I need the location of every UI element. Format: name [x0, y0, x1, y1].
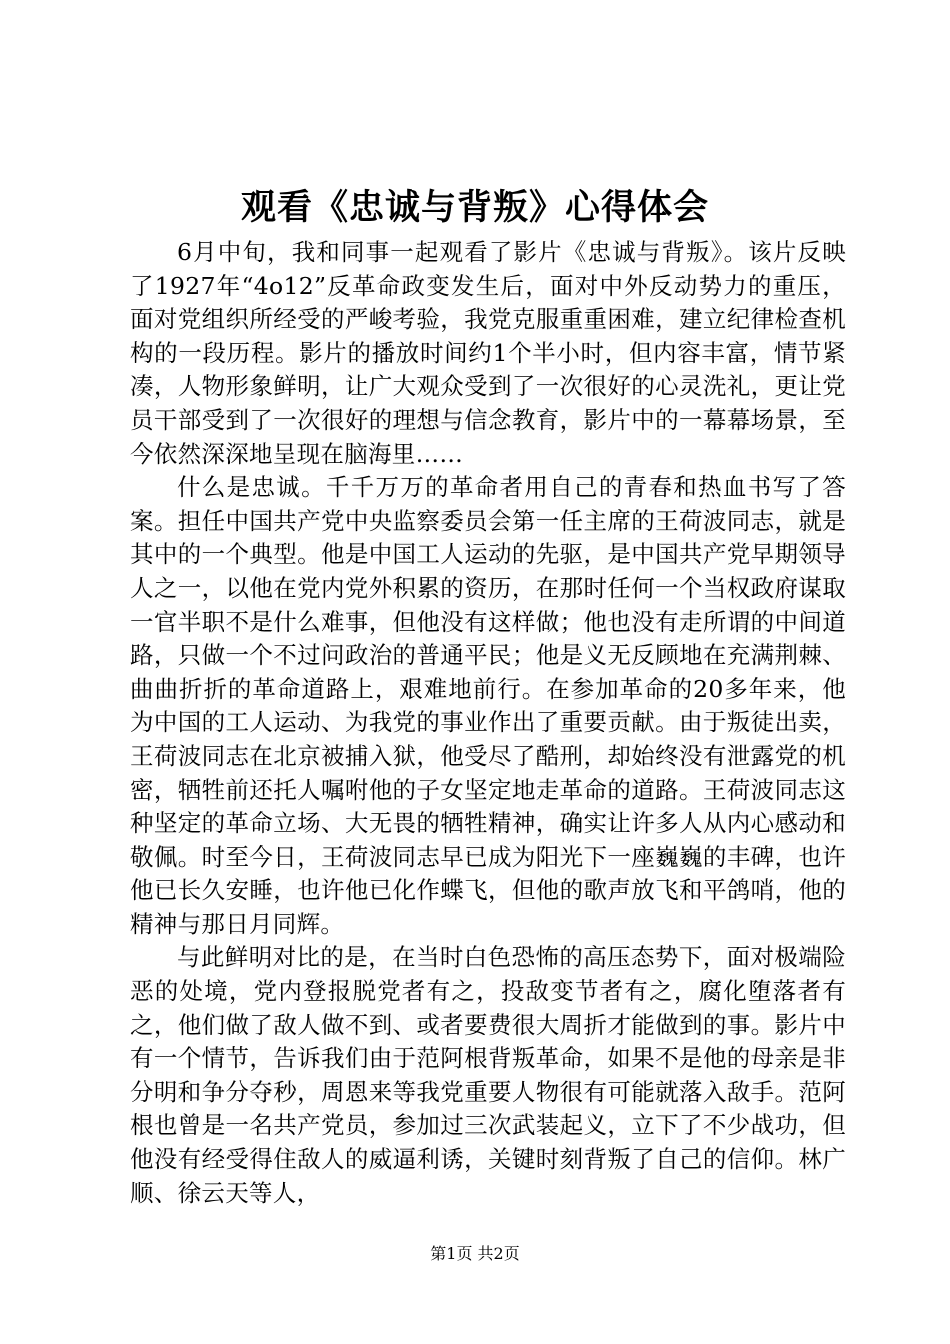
paragraph-2: 什么是忠诚。千千万万的革命者用自己的青春和热血书写了答案。担任中国共产党中央监察委员会第一任主席的王荷波同志，就是其中的一个典型。他是中国工人运动的先驱，是中国共产党早期领导人之一，以他在党内党外积累的资历，在那时任何一个当权政府谋取一官半职不是什么难事，但他没有这样做；他也没有走所谓的中间道路，只做一个不过问政治的普通平民；他是义无反顾地在充满荆棘、曲曲折折的革命道路上，艰难地前行。在参加革命的20多年来，他为中国的工人运动、为我党的事业作出了重要贡献。由于叛徒出卖，王荷波同志在北京被捕入狱，他受尽了酷刑，却始终没有泄露党的机密，牺牲前还托人嘱咐他的子女坚定地走革命的道路。王荷波同志这种坚定的革命立场、大无畏的牺牲精神，确实让许多人从内心感动和敬佩。时至今日，王荷波同志早已成为阳光下一座巍巍的丰碑，也许他已长久安睡，也许他已化作蝶飞，但他的歌声放飞和平鸽哨，他的精神与那日月同辉。: [130, 473, 846, 938]
paragraph-1: 6月中旬，我和同事一起观看了影片《忠诚与背叛》。该片反映了1927年“4o12”反革命政变发生后，面对中外反动势力的重压，面对党组织所经受的严峻考验，我党克服重重困难，建立纪律检查机构的一段历程。影片的播放时间约1个半小时，但内容丰富，情节紧凑，人物形象鲜明，让广大观众受到了一次很好的心灵洗礼，更让党员干部受到了一次很好的理想与信念教育，影片中的一幕幕场景，至今依然深深地呈现在脑海里……: [130, 238, 846, 468]
document-body: [130, 236, 846, 1210]
paragraph-3: 与此鲜明对比的是，在当时白色恐怖的高压态势下，面对极端险恶的处境，党内登报脱党者有之，投敌变节者有之，腐化堕落者有之，他们做了敌人做不到、或者要费很大周折才能做到的事。影片中有一个情节，告诉我们由于范阿根背叛革命，如果不是他的母亲是非分明和争分夺秒，周恩来等我党重要人物很有可能就落入敌手。范阿根也曾是一名共产党员，参加过三次武装起义，立下了不少战功，但他没有经受得住敌人的威逼利诱，关键时刻背叛了自己的信仰。林广顺、徐云天等人，: [130, 943, 846, 1207]
page-footer: 第1页 共2页: [430, 1244, 520, 1263]
document-title: 观看《忠诚与背叛》心得体会: [240, 187, 709, 228]
